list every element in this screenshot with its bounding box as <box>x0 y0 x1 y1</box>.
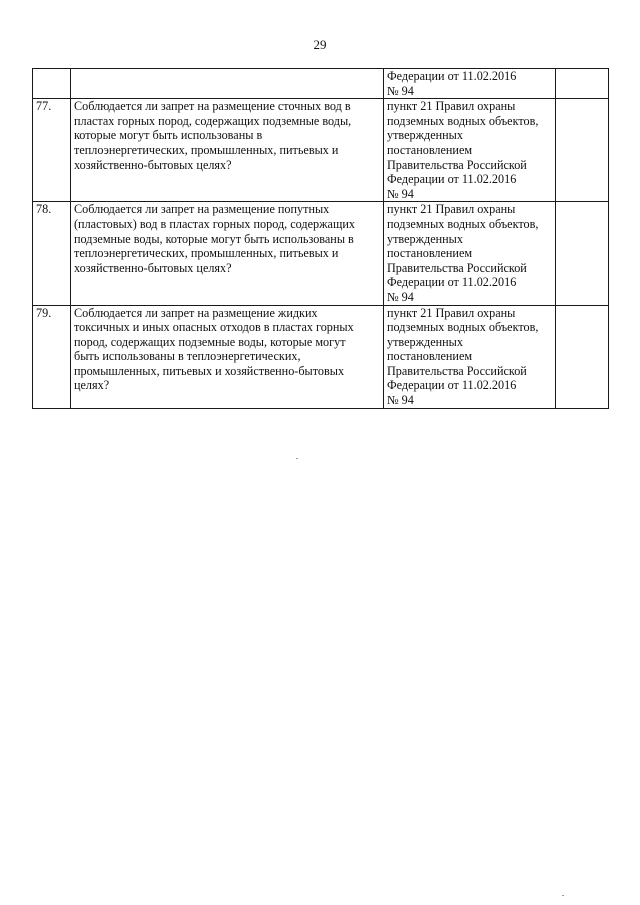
reference-cell <box>384 305 556 408</box>
extra-cell <box>556 99 609 202</box>
reference-line: пункт 21 Правил охраны <box>387 305 516 320</box>
reference-line: подземных водных объектов, <box>387 320 539 335</box>
page-number: 29 <box>313 37 327 52</box>
reference-line: утвержденных <box>387 231 463 246</box>
reference-line: № 94 <box>387 186 414 201</box>
row-number-cell <box>33 69 71 99</box>
reference-line: подземных водных объектов, <box>387 113 539 128</box>
extra-cell <box>556 69 609 99</box>
reference-cell <box>384 69 556 99</box>
question-line: пластах горных пород, содержащих подземные воды, <box>74 113 352 128</box>
scan-speck <box>296 458 298 459</box>
reference-line: постановлением <box>387 142 473 157</box>
question-line: Соблюдается ли запрет на размещение попутных <box>74 202 330 217</box>
question-cell <box>71 69 384 99</box>
reference-cell <box>384 202 556 305</box>
row-number-cell: 79. <box>33 305 71 408</box>
row-number-cell: 77. <box>33 99 71 202</box>
extra-cell <box>556 202 609 305</box>
reference-line: № 94 <box>387 289 414 304</box>
question-cell <box>71 99 384 202</box>
question-line: промышленных, питьевых и хозяйственно-бытовых <box>74 363 345 378</box>
question-line: (пластовых) вод в пластах горных пород, содержащих <box>74 216 355 231</box>
reference-line: постановлением <box>387 246 473 261</box>
question-line: Соблюдается ли запрет на размещение сточных вод в <box>74 99 351 114</box>
question-line: хозяйственно-бытовых целях? <box>74 260 232 275</box>
reference-line: № 94 <box>387 393 414 408</box>
reference-line: подземных водных объектов, <box>387 216 539 231</box>
question-line: хозяйственно-бытовых целях? <box>74 157 232 172</box>
reference-line: Федерации от 11.02.2016 <box>387 275 517 290</box>
reference-line: постановлением <box>387 349 473 364</box>
requirements-table <box>32 68 609 409</box>
reference-line: Правительства Российской <box>387 260 527 275</box>
question-line: Соблюдается ли запрет на размещение жидких <box>74 305 318 320</box>
reference-line: утвержденных <box>387 128 463 143</box>
question-line: токсичных и иных опасных отходов в пластах горных <box>74 320 354 335</box>
table-row <box>33 202 609 305</box>
reference-line: Правительства Российской <box>387 363 527 378</box>
question-line: теплоэнергетических, промышленных, питьевых и <box>74 246 339 261</box>
row-number-cell: 78. <box>33 202 71 305</box>
question-line: которые могут быть использованы в <box>74 128 263 143</box>
question-line: пород, содержащих подземные воды, которые могут <box>74 334 346 349</box>
extra-cell <box>556 305 609 408</box>
reference-line: Правительства Российской <box>387 157 527 172</box>
reference-line: пункт 21 Правил охраны <box>387 99 516 114</box>
question-cell <box>71 202 384 305</box>
question-line: целях? <box>74 378 110 393</box>
reference-line: утвержденных <box>387 334 463 349</box>
reference-line: пункт 21 Правил охраны <box>387 202 516 217</box>
reference-line: Федерации от 11.02.2016 <box>387 69 517 83</box>
reference-line: № 94 <box>387 83 414 98</box>
table-row <box>33 99 609 202</box>
question-cell <box>71 305 384 408</box>
question-line: теплоэнергетических, промышленных, питьевых и <box>74 142 339 157</box>
table-row <box>33 305 609 408</box>
reference-cell <box>384 99 556 202</box>
question-line: быть использованы в теплоэнергетических, <box>74 349 301 364</box>
reference-line: Федерации от 11.02.2016 <box>387 172 517 187</box>
table-row-continuation <box>33 69 609 99</box>
scan-speck <box>562 895 564 896</box>
question-line: подземные воды, которые могут быть использованы в <box>74 231 354 246</box>
reference-line: Федерации от 11.02.2016 <box>387 378 517 393</box>
